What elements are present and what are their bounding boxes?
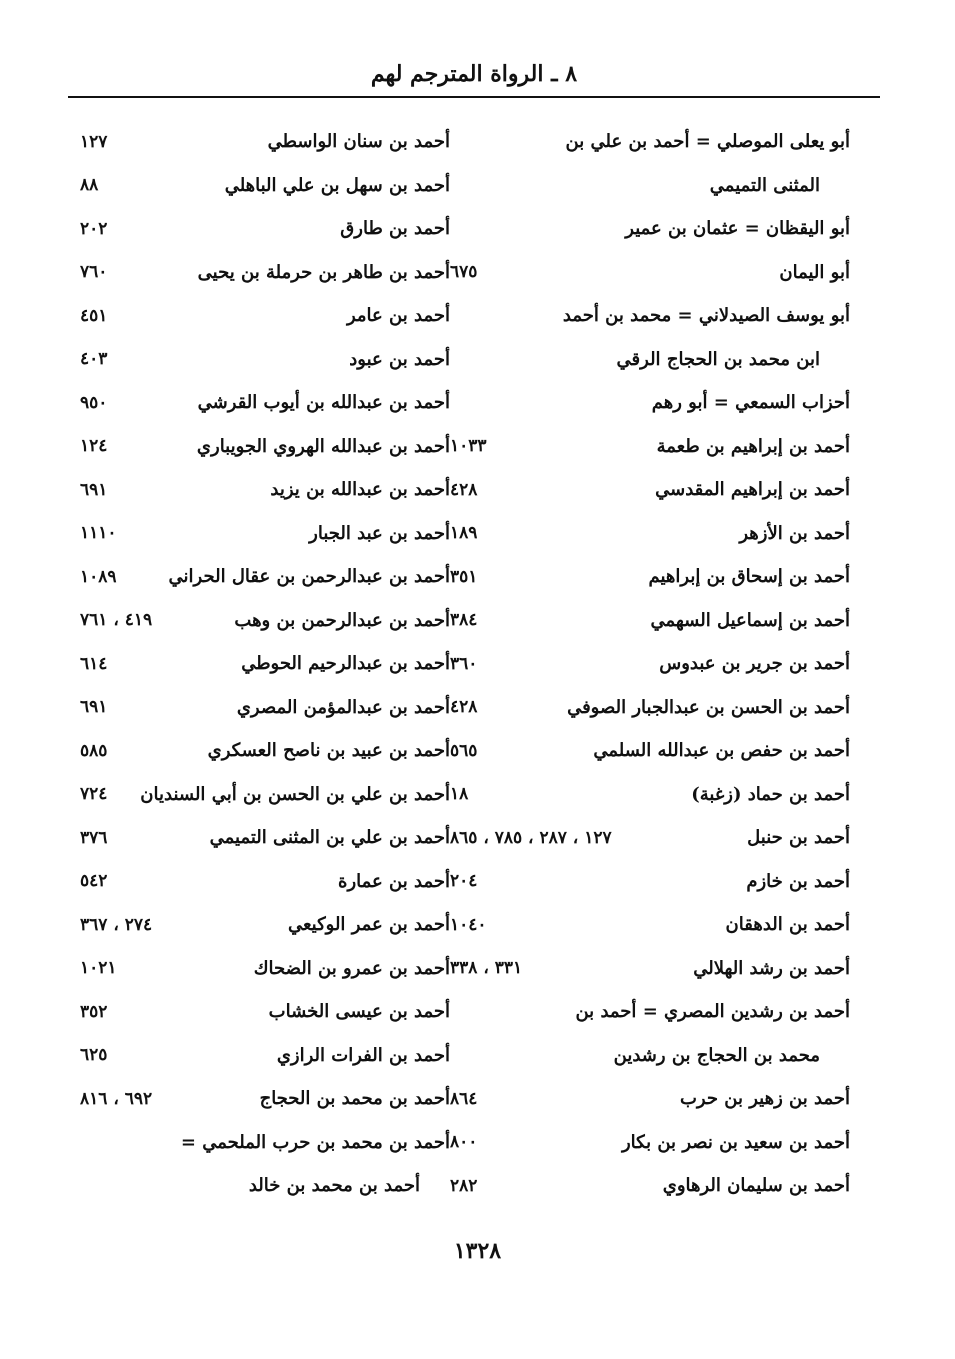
index-entry	[80, 338, 450, 382]
index-column-left	[80, 120, 450, 1208]
entry-name: أحمد بن علي بن المثنى التميمي	[209, 827, 450, 849]
entry-name: أحمد بن عيسى الخشاب	[268, 1001, 450, 1023]
index-entry	[450, 729, 850, 773]
entry-page-ref: ٦٢٥	[80, 1045, 108, 1066]
entry-name: أحمد بن الفرات الرازي	[276, 1044, 450, 1066]
entry-name: أحمد بن محمد بن خالد	[248, 1175, 420, 1197]
index-entry	[80, 1077, 450, 1121]
entry-name: أحمد بن عمر الوكيعي	[287, 914, 450, 936]
entry-page-ref: ٣٨٤	[450, 610, 478, 631]
entry-page-ref: ١٢٤	[80, 436, 108, 457]
entry-page-ref: ٤٠٣	[80, 349, 108, 370]
entry-name: أحمد بن إسحاق بن إبراهيم	[648, 566, 850, 588]
entry-page-ref: ٩٥٠	[80, 392, 108, 413]
section-title: ٨ ـ الرواة المترجم لهم	[370, 61, 578, 87]
index-entry	[450, 120, 850, 164]
entry-page-ref: ٥٦٥	[450, 740, 478, 761]
index-entry	[80, 468, 450, 512]
index-entry	[80, 599, 450, 643]
index-entry	[80, 642, 450, 686]
entry-name: أحمد بن زهير بن حرب	[679, 1088, 850, 1110]
entry-page-ref: ١٨	[450, 784, 469, 805]
entry-name: أبو يعلى الموصلي = أحمد بن علي بن	[565, 131, 850, 153]
index-entry	[450, 816, 850, 860]
index-entry	[450, 642, 850, 686]
entry-name: أحمد بن محمد بن حرب الملحمي =	[180, 1131, 450, 1153]
index-entry	[80, 164, 450, 208]
entry-page-ref: ٢٠٤	[450, 871, 478, 892]
entry-page-ref: ٨٦٤	[450, 1088, 478, 1109]
index-entry	[80, 251, 450, 295]
entry-name: أحمد بن علي بن الحسن بن أبي السنديان	[140, 783, 450, 805]
entry-page-ref: ٣٧٦	[80, 827, 108, 848]
index-entry	[450, 903, 850, 947]
index-entry	[80, 512, 450, 556]
entry-page-ref: ٣٦٠	[450, 653, 478, 674]
index-entry	[80, 207, 450, 251]
index-entry	[80, 903, 450, 947]
page-header	[68, 52, 880, 98]
entry-page-ref: ٤٢٨	[450, 479, 478, 500]
index-column-right	[450, 120, 850, 1208]
index-entry	[450, 555, 850, 599]
index-entry	[450, 468, 850, 512]
index-entry	[80, 381, 450, 425]
entry-page-ref: ٧٢٤	[80, 784, 108, 805]
index-entry	[80, 425, 450, 469]
entry-page-ref: ٤٥١	[80, 305, 108, 326]
index-entry	[450, 990, 850, 1034]
entry-name: أحزاب السمعي = أبو رهم	[651, 392, 850, 414]
entry-name: أبو يوسف الصيدلاني = محمد بن أحمد	[562, 305, 850, 327]
entry-page-ref: ١٢٧	[80, 131, 108, 152]
page-number: ١٣٢٨	[453, 1238, 502, 1264]
entry-page-ref: ٧٦٠	[80, 262, 108, 283]
entry-page-ref: ٢٠٢	[80, 218, 108, 239]
entry-name: محمد بن الحجاج بن رشدين	[613, 1044, 820, 1066]
entry-name: أحمد بن سعيد بن نصر بن بكار	[621, 1131, 850, 1153]
entry-page-ref: ٦٩٢ ، ٨١٦	[80, 1088, 153, 1109]
index-entry	[450, 425, 850, 469]
entry-page-ref: ٣٥٢	[80, 1001, 108, 1022]
index-entry	[80, 860, 450, 904]
index-entry	[80, 816, 450, 860]
entry-name: أحمد بن خازم	[746, 870, 850, 892]
entry-name: أبو اليمان	[779, 261, 850, 283]
entry-name: أحمد بن رشدين المصري = أحمد بن	[575, 1001, 850, 1023]
index-entry	[80, 729, 450, 773]
index-entry	[450, 773, 850, 817]
entry-page-ref: ٦٩١	[80, 479, 108, 500]
entry-page-ref: ٥٨٥	[80, 740, 108, 761]
index-entry	[450, 207, 850, 251]
entry-page-ref: ١٠٨٩	[80, 566, 117, 587]
entry-page-ref: ٣٣١ ، ٣٣٨	[450, 958, 523, 979]
index-entry	[450, 251, 850, 295]
entry-name: أحمد بن عبدالرحيم الحوطي	[241, 653, 450, 675]
entry-name: أحمد بن عبود	[349, 348, 450, 370]
entry-name: أحمد بن جرير بن عبدوس	[659, 653, 850, 675]
index-entry	[450, 686, 850, 730]
entry-page-ref: ١٠٣٣	[450, 436, 487, 457]
entry-name: أحمد بن سنان الواسطي	[267, 131, 450, 153]
entry-page-ref: ٦٩١	[80, 697, 108, 718]
entry-name: أحمد بن عبدالله بن أيوب القرشي	[197, 392, 450, 414]
entry-name: أحمد بن رشد الهلالي	[693, 957, 850, 979]
entry-name: أحمد بن طاهر بن حرملة بن يحيى	[197, 261, 450, 283]
entry-page-ref: ١٨٩	[450, 523, 478, 544]
index-entry	[80, 1034, 450, 1078]
entry-page-ref: ٨٠٠	[450, 1132, 478, 1153]
entry-name: أحمد بن عامر	[346, 305, 450, 327]
index-entry	[450, 947, 850, 991]
entry-page-ref: ١٢٧ ، ٢٨٧ ، ٧٨٥ ، ٨٦٥	[450, 827, 612, 848]
entry-name: أحمد بن عبيد بن ناصح العسكري	[207, 740, 450, 762]
index-entry	[450, 164, 850, 208]
entry-name: أحمد بن حنبل	[747, 827, 850, 849]
index-entry	[450, 294, 850, 338]
index-entry	[450, 599, 850, 643]
entry-name: أحمد بن عمارة	[338, 870, 450, 892]
entry-page-ref: ١١١٠	[80, 523, 117, 544]
entry-name: أحمد بن حماد (زغبة)	[691, 783, 850, 805]
index-entry	[80, 990, 450, 1034]
index-entry	[450, 860, 850, 904]
entry-name: أحمد بن عبدالرحمن بن عقال الحراني	[168, 566, 450, 588]
entry-name: أحمد بن الأزهر	[739, 522, 850, 544]
index-entry	[80, 555, 450, 599]
entry-name: أحمد بن الحسن بن عبدالجبار الصوفي	[567, 696, 850, 718]
index-entry	[450, 1034, 850, 1078]
entry-name: أحمد بن الدهقان	[725, 914, 850, 936]
entry-page-ref: ٤١٩ ، ٧٦١	[80, 610, 153, 631]
entry-page-ref: ١٠٢١	[80, 958, 117, 979]
index-entry	[80, 1121, 450, 1165]
entry-page-ref: ٦٧٥	[450, 262, 478, 283]
index-entry	[80, 120, 450, 164]
entry-page-ref: ٥٤٢	[80, 871, 108, 892]
entry-page-ref: ٢٧٤ ، ٣٦٧	[80, 914, 153, 935]
entry-page-ref: ٦١٤	[80, 653, 108, 674]
index-entry	[80, 686, 450, 730]
index-entry	[80, 1164, 450, 1208]
entry-page-ref: ٣٥١	[450, 566, 478, 587]
index-entry	[450, 381, 850, 425]
index-entry	[450, 1164, 850, 1208]
index-entry	[80, 294, 450, 338]
entry-page-ref: ١٠٤٠	[450, 914, 487, 935]
entry-name: أحمد بن عمرو بن الضحاك	[253, 957, 450, 979]
entry-name: أحمد بن عبد الجبار	[309, 522, 450, 544]
entry-name: أبو اليقظان = عثمان بن عمير	[625, 218, 850, 240]
entry-name: أحمد بن إبراهيم المقدسي	[655, 479, 850, 501]
entry-name: أحمد بن إسماعيل السهمي	[650, 609, 850, 631]
index-entry	[450, 512, 850, 556]
entry-name: ابن محمد بن الحجاج الرقي	[616, 348, 820, 370]
entry-name: أحمد بن محمد بن الحجاج	[259, 1088, 450, 1110]
entry-name: أحمد بن عبدالرحمن بن وهب	[234, 609, 450, 631]
entry-name: المثنى التميمي	[709, 174, 820, 196]
entry-name: أحمد بن حفص بن عبدالله السلمي	[593, 740, 850, 762]
index-entry	[450, 1121, 850, 1165]
index-entry	[80, 947, 450, 991]
entry-name: أحمد بن سهل بن علي الباهلي	[224, 174, 450, 196]
entry-name: أحمد بن عبدالمؤمن المصري	[236, 696, 450, 718]
entry-page-ref: ٤٢٨	[450, 697, 478, 718]
index-entry	[450, 338, 850, 382]
entry-name: أحمد بن إبراهيم بن طعمة	[656, 435, 850, 457]
entry-name: أحمد بن طارق	[340, 218, 450, 240]
index-entry	[80, 773, 450, 817]
entry-name: أحمد بن عبدالله بن يزيد	[270, 479, 450, 501]
entry-name: أحمد بن عبدالله الهروي الجويباري	[196, 435, 450, 457]
entry-page-ref: ٢٨٢	[450, 1175, 478, 1196]
index-entry	[450, 1077, 850, 1121]
entry-name: أحمد بن سليمان الرهاوي	[662, 1175, 850, 1197]
entry-page-ref: ٨٨	[80, 175, 99, 196]
